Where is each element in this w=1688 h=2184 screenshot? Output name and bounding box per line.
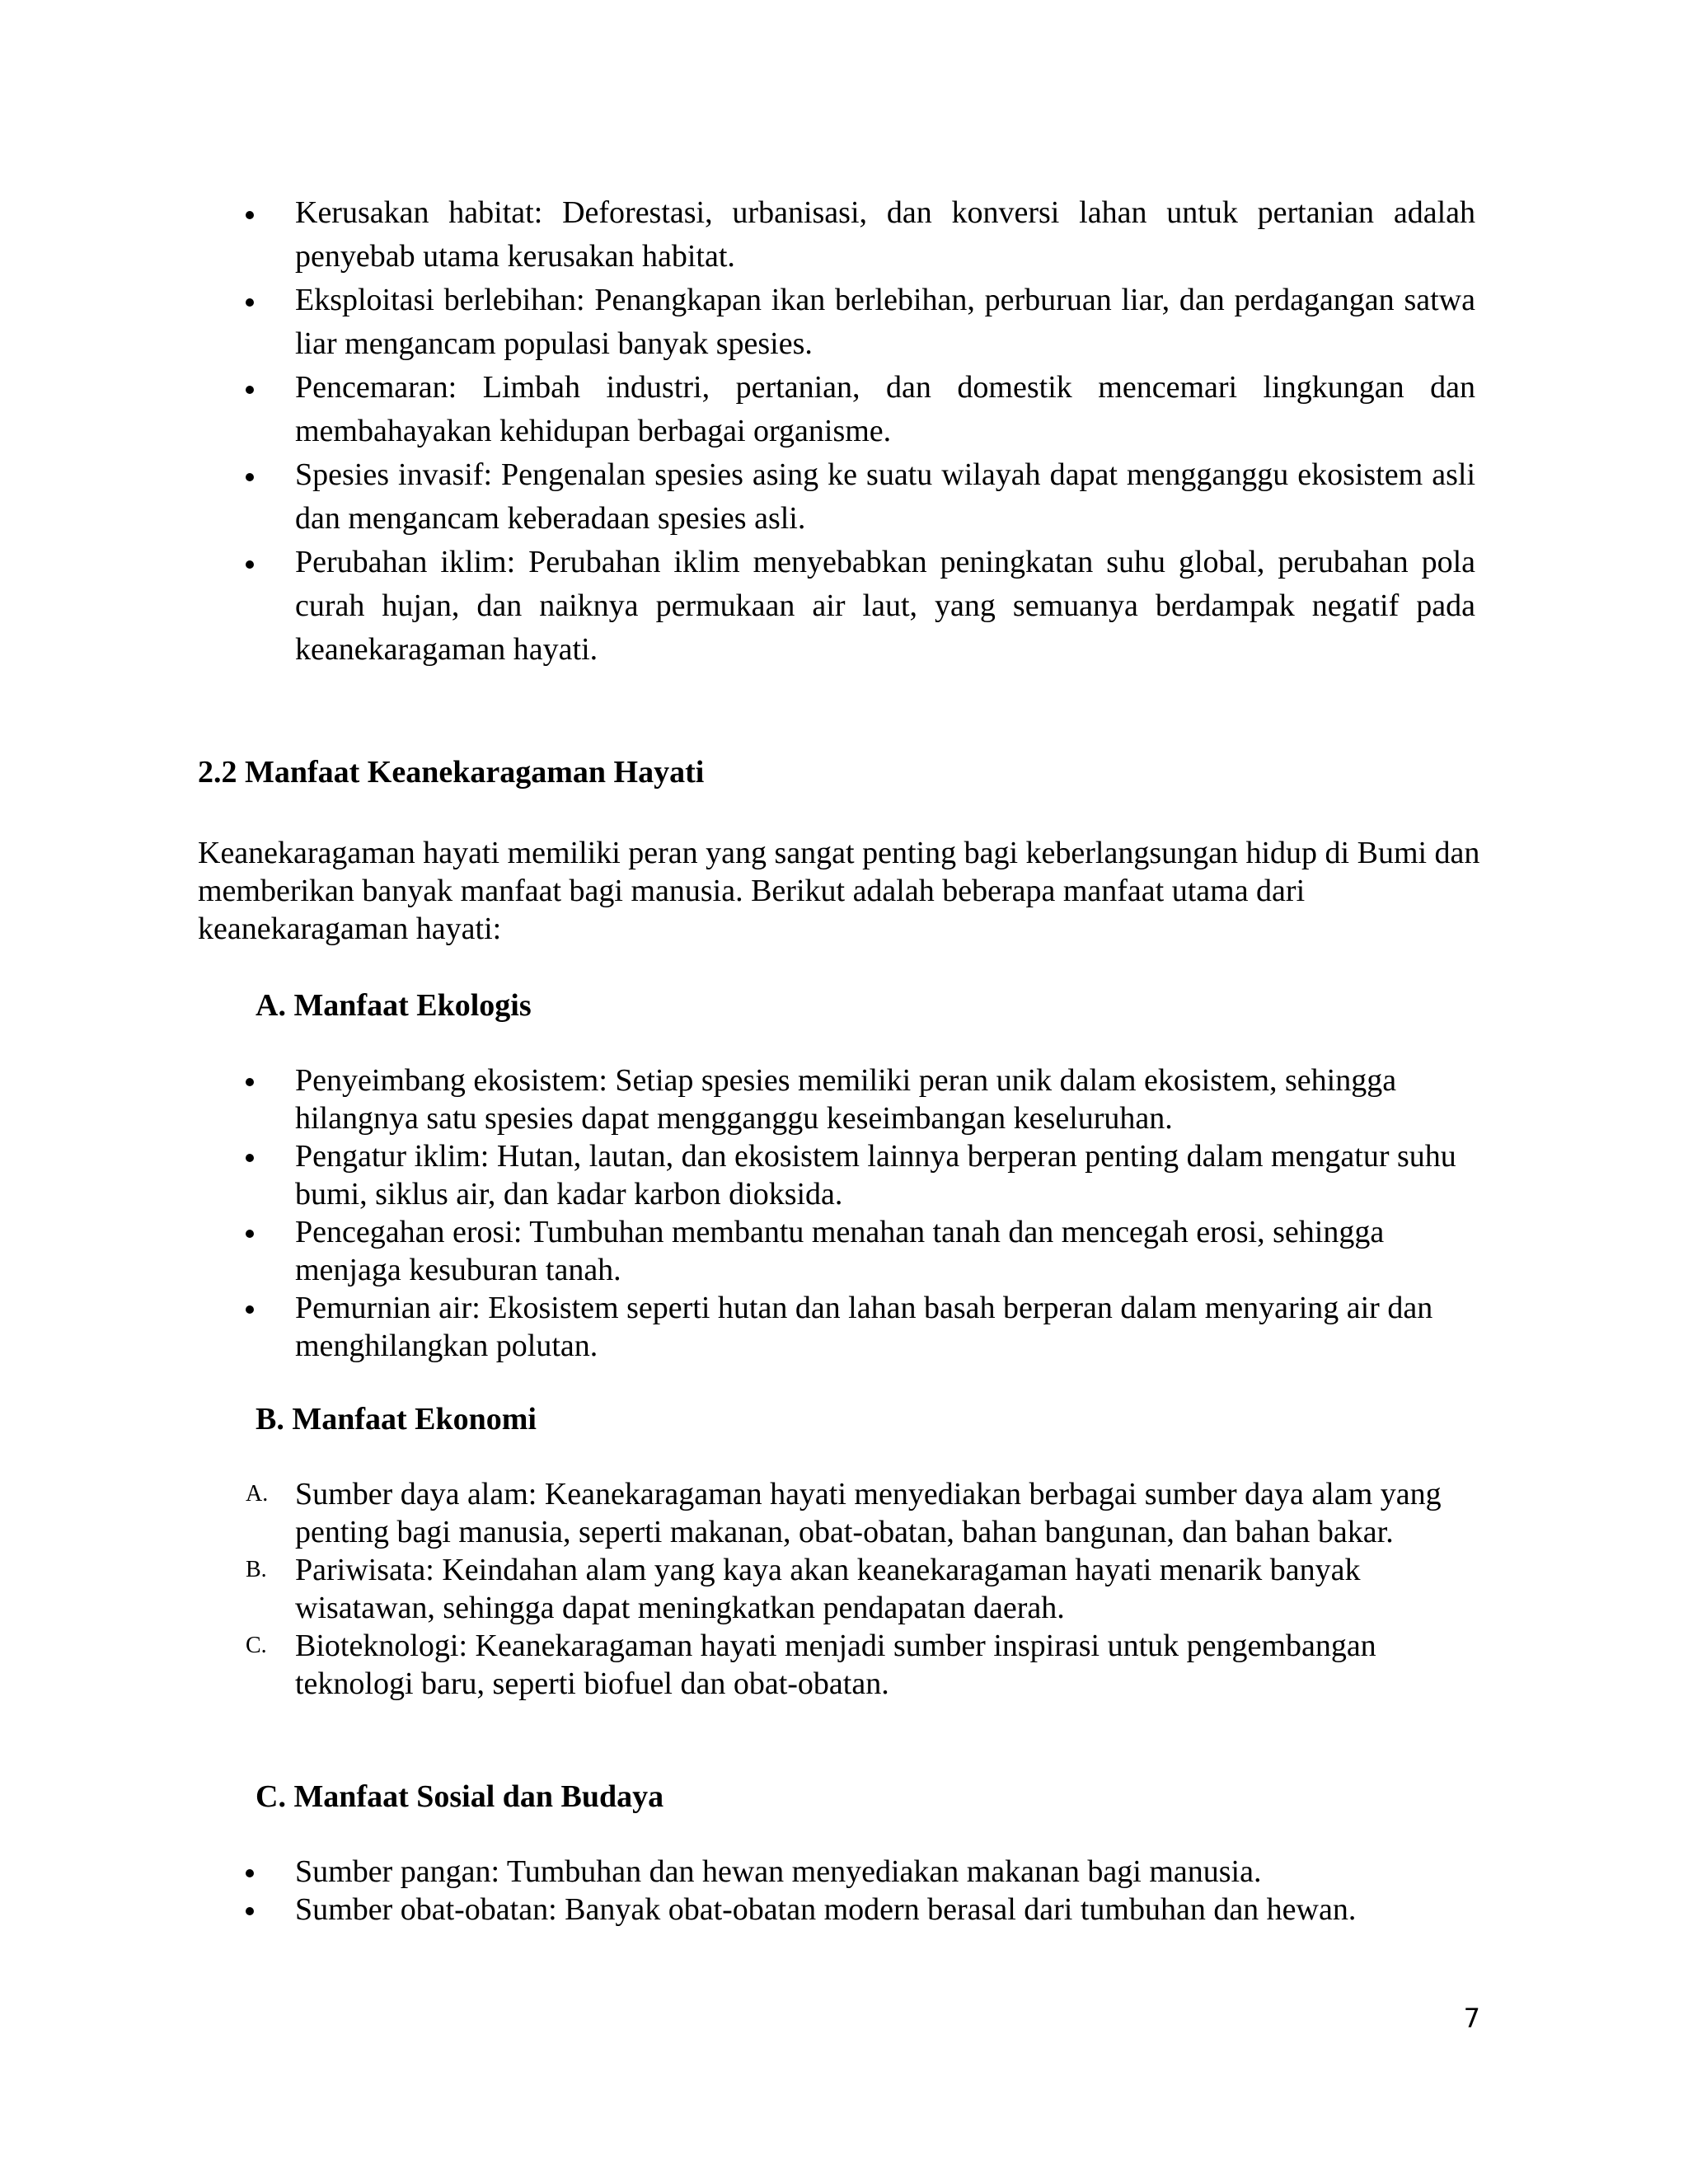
list-item: Sumber pangan: Tumbuhan dan hewan menyediakan makanan bagi manusia. [198,1853,1475,1891]
list-item: Pencemaran: Limbah industri, pertanian, dan domestik mencemari lingkungan dan membahayakan kehidupan berbagai organisme. [198,366,1475,453]
list-item: Pemurnian air: Ekosistem seperti hutan dan lahan basah berperan dalam menyaring air dan menghilangkan polutan. [198,1289,1475,1365]
list-marker: A. [246,1481,269,1507]
list-item: Penyeimbang ekosistem: Setiap spesies memiliki peran unik dalam ekosistem, sehingga hilangnya satu spesies dapat mengganggu keseimbangan keseluruhan. [198,1062,1475,1137]
page-number: 7 [1463,2003,1480,2034]
subsection-title-ecological: A. Manfaat Ekologis [256,988,532,1023]
subsection-title-economic: B. Manfaat Ekonomi [256,1402,537,1436]
bullet-icon [246,1869,254,1877]
list-item: Pencegahan erosi: Tumbuhan membantu menahan tanah dan mencegah erosi, sehingga menjaga kesuburan tanah. [198,1213,1475,1289]
list-item: C. Bioteknologi: Keanekaragaman hayati menjadi sumber inspirasi untuk pengembangan teknologi baru, seperti biofuel dan obat-obatan. [246,1629,1376,1701]
bullet-icon [246,560,254,569]
list-item: Sumber obat-obatan: Banyak obat-obatan modern berasal dari tumbuhan dan hewan. [198,1891,1475,1929]
threats-list [198,191,1475,672]
social-list [198,1853,1475,1929]
list-item: Kerusakan habitat: Deforestasi, urbanisasi, dan konversi lahan untuk pertanian adalah penyebab utama kerusakan habitat. [198,191,1475,279]
economic-list [198,1475,1475,1703]
intro-paragraph: Keanekaragaman hayati memiliki peran yang sangat penting bagi keberlangsungan hidup di Bumi dan memberikan banyak manfaat bagi manusia. Berikut adalah beberapa manfaat utama dari keanekaragaman hayati: [198,836,1480,946]
bullet-icon [246,1078,254,1086]
list-item: A. Sumber daya alam: Keanekaragaman hayati menyediakan berbagai sumber daya alam yang penting bagi manusia, seperti makanan, obat-obatan, bahan bangunan, dan bahan bakar. [246,1477,1442,1549]
bullet-icon [246,298,254,307]
bullet-icon [246,473,254,481]
section-title: 2.2 Manfaat Keanekaragaman Hayati [198,755,705,790]
list-item: Spesies invasif: Pengenalan spesies asing ke suatu wilayah dapat mengganggu ekosistem asli dan mengancam keberadaan spesies asli. [198,453,1475,541]
list-marker: C. [246,1633,267,1658]
list-marker: B. [246,1557,267,1582]
list-item: Eksploitasi berlebihan: Penangkapan ikan berlebihan, perburuan liar, dan perdagangan satwa liar mengancam populasi banyak spesies. [198,279,1475,366]
bullet-icon [246,386,254,394]
list-item: B. Pariwisata: Keindahan alam yang kaya akan keanekaragaman hayati menarik banyak wisatawan, sehingga dapat meningkatkan pendapatan daerah. [246,1553,1361,1625]
list-item: Pengatur iklim: Hutan, lautan, dan ekosistem lainnya berperan penting dalam mengatur suhu bumi, siklus air, dan kadar karbon dioksida. [198,1137,1475,1213]
bullet-icon [246,1154,254,1162]
ecological-list [198,1062,1475,1365]
bullet-icon [246,1907,254,1915]
subsection-title-social: C. Manfaat Sosial dan Budaya [256,1779,664,1814]
bullet-icon [246,211,254,219]
bullet-icon [246,1305,254,1314]
list-item: Perubahan iklim: Perubahan iklim menyebabkan peningkatan suhu global, perubahan pola curah hujan, dan naiknya permukaan air laut, yang semuanya berdampak negatif pada keanekaragaman hayati. [198,541,1475,672]
bullet-icon [246,1230,254,1238]
